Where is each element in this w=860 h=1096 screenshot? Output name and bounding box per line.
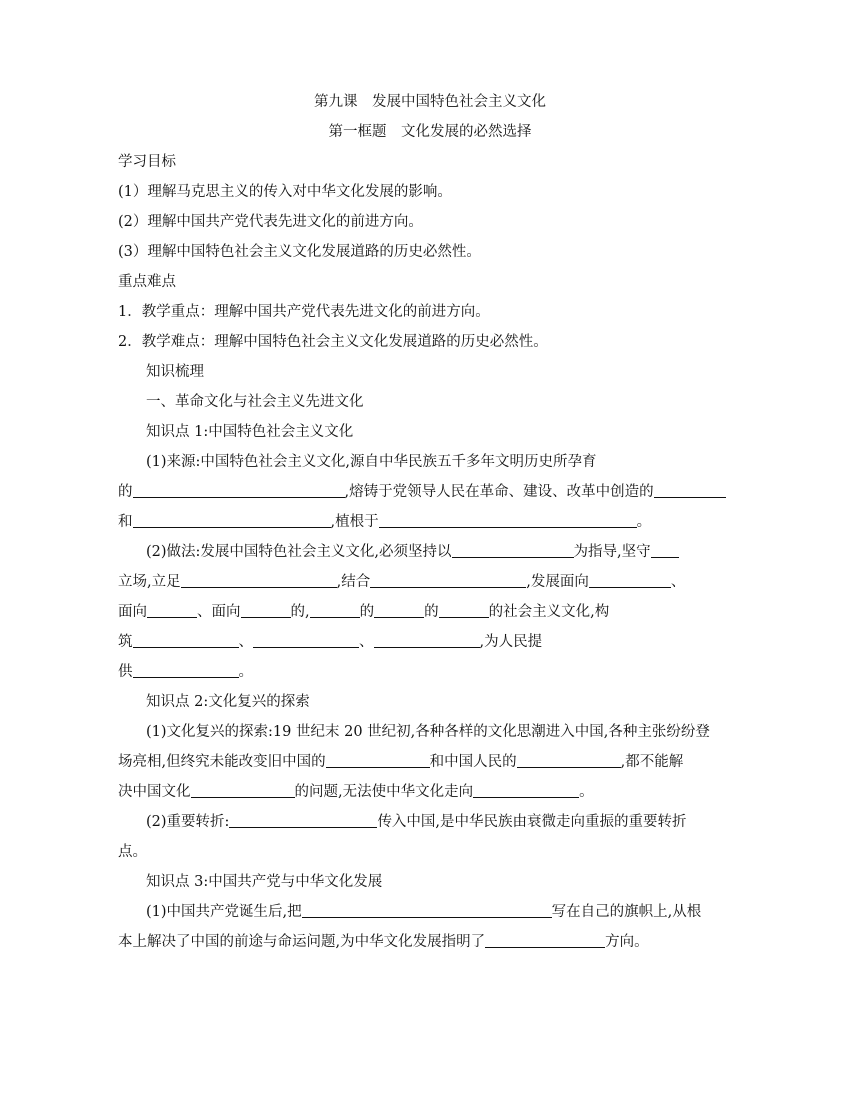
paragraph-line: (1)中国共产党诞生后,把 写在自己的旗帜上,从根 (146, 904, 702, 920)
fill-blank[interactable] (374, 602, 424, 618)
fill-blank[interactable] (302, 902, 552, 918)
fill-blank[interactable] (253, 632, 359, 648)
fill-blank[interactable] (133, 482, 345, 498)
paragraph-line: 和 ,植根于 。 (118, 514, 652, 530)
objective-item: (2）理解中国共产党代表先进文化的前进方向。 (118, 214, 423, 230)
fill-blank[interactable] (133, 662, 239, 678)
paragraph-line: 面向 、面向 的, 的 的 的社会主义文化,构 (118, 604, 610, 620)
paragraph-line: 场亮相,但终究未能改变旧中国的 和中国人民的 ,都不能解 (118, 754, 684, 770)
fill-blank[interactable] (589, 572, 671, 588)
paragraph-line: (2)重要转折: 传入中国,是中华民族由衰微走向重振的重要转折 (146, 814, 687, 830)
knowledge-point-title: 知识点 2:文化复兴的探索 (146, 694, 310, 710)
fill-blank[interactable] (147, 602, 197, 618)
knowledge-point-title: 知识点 1:中国特色社会主义文化 (146, 424, 354, 440)
objective-item: (3）理解中国特色社会主义文化发展道路的历史必然性。 (118, 244, 481, 260)
fill-blank[interactable] (133, 512, 331, 528)
page-subtitle: 第一框题 文化发展的必然选择 (328, 124, 532, 140)
fill-blank[interactable] (241, 602, 291, 618)
paragraph-line: 供 。 (118, 664, 253, 680)
fill-blank[interactable] (133, 632, 239, 648)
paragraph-line: 立场,立足 ,结合 ,发展面向 、 (118, 574, 686, 590)
fill-blank[interactable] (473, 782, 579, 798)
key-point-item: 2．教学难点：理解中国特色社会主义文化发展道路的历史必然性。 (118, 334, 548, 350)
fill-blank[interactable] (191, 782, 295, 798)
fill-blank[interactable] (452, 542, 574, 558)
paragraph-line: 本上解决了中国的前途与命运问题,为中华文化发展指明了 方向。 (118, 934, 649, 950)
fill-blank[interactable] (370, 572, 526, 588)
knowledge-heading: 知识梳理 (146, 364, 204, 380)
fill-blank[interactable] (374, 632, 480, 648)
paragraph-line: (2)做法:发展中国特色社会主义文化,必须坚持以 为指导,坚守 (146, 542, 679, 562)
fill-blank[interactable] (517, 752, 621, 768)
fill-blank[interactable] (310, 602, 360, 618)
objective-item: (1）理解马克思主义的传入对中华文化发展的影响。 (118, 184, 452, 200)
key-point-item: 1．教学重点：理解中国共产党代表先进文化的前进方向。 (118, 304, 490, 320)
paragraph-line: 筑 、 、 ,为人民提 (118, 634, 543, 650)
paragraph-line: 决中国文化 的问题,无法使中华文化走向 。 (118, 784, 594, 800)
objectives-heading: 学习目标 (118, 154, 176, 170)
fill-blank[interactable] (439, 602, 489, 618)
paragraph-text: (1)来源:中国特色社会主义文化,源自中华民族五千多年文明历史所孕育 (146, 454, 597, 470)
paragraph-line: 的 ,熔铸于党领导人民在革命、建设、改革中创造的 (118, 482, 726, 502)
section-heading: 一、革命文化与社会主义先进文化 (146, 394, 364, 410)
fill-blank[interactable] (651, 542, 679, 558)
key-points-heading: 重点难点 (118, 274, 176, 290)
fill-blank[interactable] (326, 752, 430, 768)
fill-blank[interactable] (485, 932, 605, 948)
fill-blank[interactable] (379, 512, 637, 528)
paragraph-text: (1)文化复兴的探索:19 世纪末 20 世纪初,各种各样的文化思潮进入中国,各种主张纷纷登 (146, 724, 710, 740)
fill-blank[interactable] (229, 812, 377, 828)
paragraph-text: 点。 (118, 844, 147, 860)
knowledge-point-title: 知识点 3:中国共产党与中华文化发展 (146, 874, 383, 890)
page-title: 第九课 发展中国特色社会主义文化 (314, 94, 546, 110)
fill-blank[interactable] (181, 572, 337, 588)
fill-blank[interactable] (654, 482, 726, 498)
